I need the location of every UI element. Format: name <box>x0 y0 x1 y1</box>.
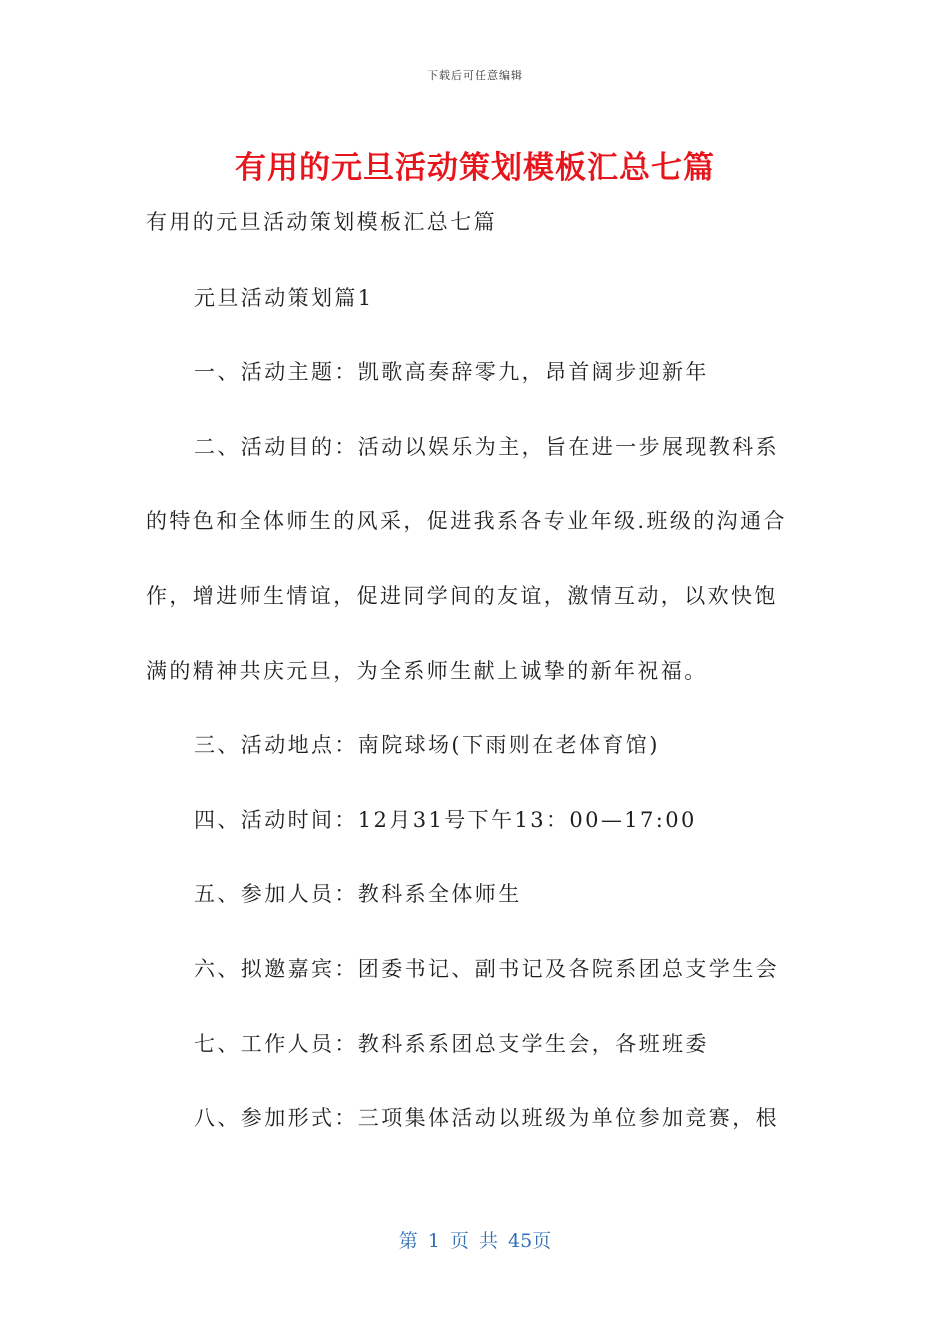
paragraph-format: 八、参加形式：三项集体活动以班级为单位参加竞赛，根 <box>194 1106 779 1130</box>
page-header-note: 下载后可任意编辑 <box>427 69 523 82</box>
document-subtitle: 有用的元旦活动策划模板汇总七篇 <box>146 210 497 234</box>
section-heading: 元旦活动策划篇1 <box>194 286 374 310</box>
page-number-footer: 第 1 页 共 45页 <box>398 1230 552 1252</box>
paragraph-purpose-line-2: 的特色和全体师生的风采，促进我系各专业年级.班级的沟通合 <box>146 509 787 533</box>
paragraph-time: 四、活动时间：12月31号下午13：00—17:00 <box>194 808 697 832</box>
paragraph-staff: 七、工作人员：教科系系团总支学生会，各班班委 <box>194 1032 709 1056</box>
paragraph-purpose-line-1: 二、活动目的：活动以娱乐为主，旨在进一步展现教科系 <box>194 435 779 459</box>
paragraph-participants: 五、参加人员：教科系全体师生 <box>194 882 522 906</box>
paragraph-guests: 六、拟邀嘉宾：团委书记、副书记及各院系团总支学生会 <box>194 957 779 981</box>
paragraph-purpose-line-3: 作，增进师生情谊，促进同学间的友谊，激情互动，以欢快饱 <box>146 584 778 608</box>
paragraph-theme: 一、活动主题：凯歌高奏辞零九，昂首阔步迎新年 <box>194 360 709 384</box>
paragraph-location: 三、活动地点：南院球场(下雨则在老体育馆) <box>194 733 660 757</box>
document-title: 有用的元旦活动策划模板汇总七篇 <box>235 150 715 186</box>
paragraph-purpose-line-4: 满的精神共庆元旦，为全系师生献上诚挚的新年祝福。 <box>146 659 708 683</box>
